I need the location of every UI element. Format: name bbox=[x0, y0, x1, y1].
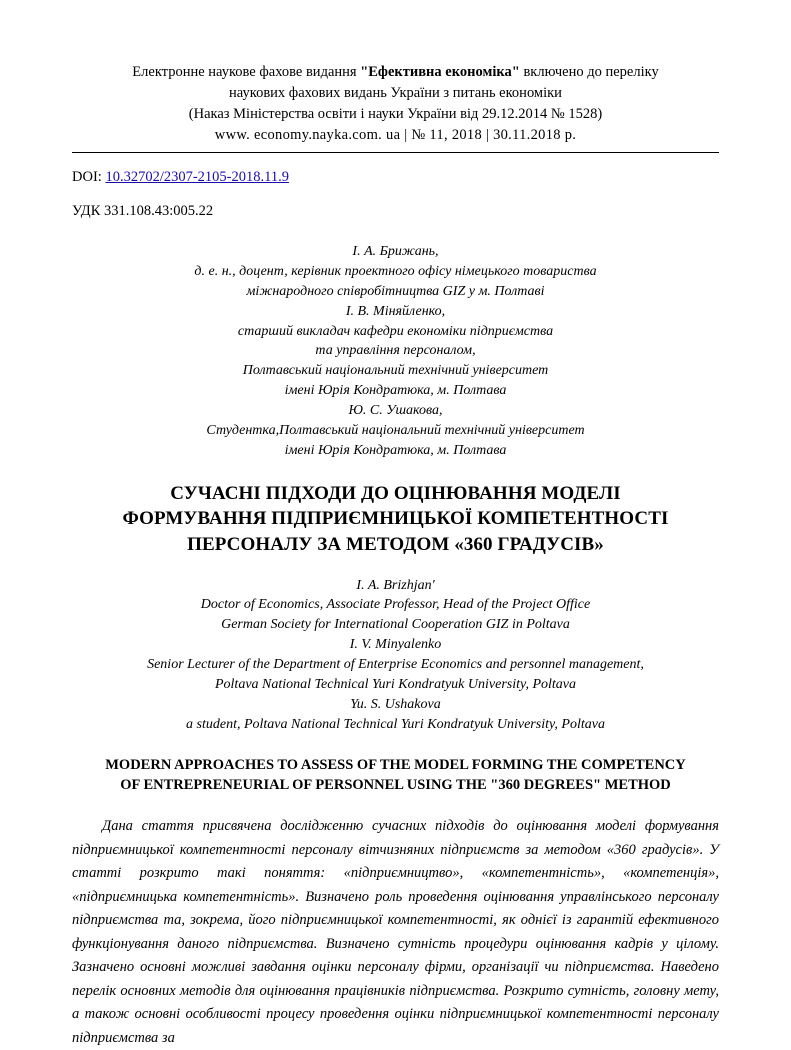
title-ua-line-2: ФОРМУВАННЯ ПІДПРИЄМНИЦЬКОЇ КОМПЕТЕНТНОСТІ bbox=[122, 508, 669, 530]
journal-name: "Ефективна економіка" bbox=[360, 64, 520, 80]
author-en-affil-2a: Senior Lecturer of the Department of Enterprise Economics and personnel management, bbox=[147, 657, 644, 673]
doi-link[interactable]: 10.32702/2307-2105-2018.11.9 bbox=[105, 169, 289, 186]
author-en-affil-3a: a student, Poltava National Technical Yuri Kondratyuk University, Poltava bbox=[186, 716, 605, 732]
abstract-text: Дана стаття присвячена дослідженню сучасних підходів до оцінювання моделі формування підприємницької компетентності персоналу вітчизняних підприємств за методом «360 градусів». У статті розкрито такі поняття: «підприємництво», «компетентність», «компетенція», «підприємницька компетентність». Визначено роль проведення оцінювання управлінського персоналу підприємства та, зокрема, його підприємницької компетентності, як однієї із гарантій ефективного функціонування даного підприємства. Визначено сутність процедури оцінювання кадрів у цілому. Зазначено основні можливі завдання оцінки персоналу фірми, організації чи підприємства. Наведено перелік основних методів для оцінювання працівників підприємства. Розкрито сутність, головну мету, а також основні особливості процесу проведення оцінки підприємницької компетентності персоналу підприємства за bbox=[72, 818, 719, 1046]
masthead-divider bbox=[72, 152, 719, 153]
masthead-line-2: наукових фахових видань України з питань економіки bbox=[229, 85, 562, 102]
author-ua-name-2: І. В. Міняйленко, bbox=[345, 303, 446, 319]
authors-ukrainian bbox=[72, 242, 719, 461]
title-en-line-1: MODERN APPROACHES TO ASSESS OF THE MODEL FORMING THE COMPETENCY bbox=[105, 756, 686, 773]
masthead-issue-line: www. economy.nayka.com. ua | № 11, 2018 | 30.11.2018 р. bbox=[214, 127, 577, 144]
author-ua-name-1: І. А. Брижань, bbox=[352, 244, 439, 260]
udc-code: УДК 331.108.43:005.22 bbox=[72, 203, 214, 220]
authors-english bbox=[72, 576, 719, 735]
title-ua-line-1: СУЧАСНІ ПІДХОДИ ДО ОЦІНЮВАННЯ МОДЕЛІ bbox=[170, 482, 621, 504]
author-ua-name-3: Ю. С. Ушакова, bbox=[348, 403, 443, 419]
author-ua-affil-2c: Полтавський національний технічний університет bbox=[242, 363, 549, 379]
doi-label: DOI: bbox=[72, 169, 106, 186]
author-ua-affil-1a: д. е. н., доцент, керівник проектного офісу німецького товариства bbox=[194, 263, 597, 279]
author-en-affil-2b: Poltava National Technical Yuri Kondratyuk University, Poltava bbox=[214, 676, 576, 692]
masthead-line-1-post: включено до переліку bbox=[519, 64, 659, 80]
masthead-line-1-pre: Електронне наукове фахове видання bbox=[132, 64, 361, 80]
author-ua-affil-1b: міжнародного співробітництва GIZ у м. Полтаві bbox=[246, 283, 545, 299]
author-ua-affil-2a: старший викладач кафедри економіки підприємства bbox=[237, 323, 554, 339]
author-ua-affil-2d: імені Юрія Кондратюка, м. Полтава bbox=[284, 383, 507, 399]
journal-masthead bbox=[72, 62, 719, 153]
author-en-name-3: Yu. S. Ushakova bbox=[350, 696, 441, 712]
title-en-line-2: OF ENTREPRENEURIAL OF PERSONNEL USING THE "360 DEGREES" METHOD bbox=[120, 776, 671, 793]
author-en-name-2: I. V. Minyalenko bbox=[349, 637, 442, 653]
title-ua-line-3: ПЕРСОНАЛУ ЗА МЕТОДОМ «360 ГРАДУСІВ» bbox=[187, 533, 604, 555]
author-en-affil-1a: Doctor of Economics, Associate Professor, Head of the Project Office bbox=[200, 597, 591, 613]
author-en-name-1: I. A. Brizhjan' bbox=[356, 577, 435, 593]
author-ua-affil-3b: імені Юрія Кондратюка, м. Полтава bbox=[284, 442, 507, 458]
masthead-line-1 bbox=[72, 62, 719, 83]
page-title bbox=[72, 481, 719, 558]
author-ua-affil-2b: та управління персоналом, bbox=[315, 343, 476, 359]
author-ua-affil-3a: Студентка,Полтавський національний технічний університет bbox=[206, 422, 585, 438]
doi-line bbox=[72, 169, 719, 186]
author-en-affil-1b: German Society for International Cooperation GIZ in Poltava bbox=[221, 617, 570, 633]
page-title-english bbox=[72, 755, 719, 796]
masthead-line-3: (Наказ Міністерства освіти і науки України від 29.12.2014 № 1528) bbox=[188, 106, 603, 123]
